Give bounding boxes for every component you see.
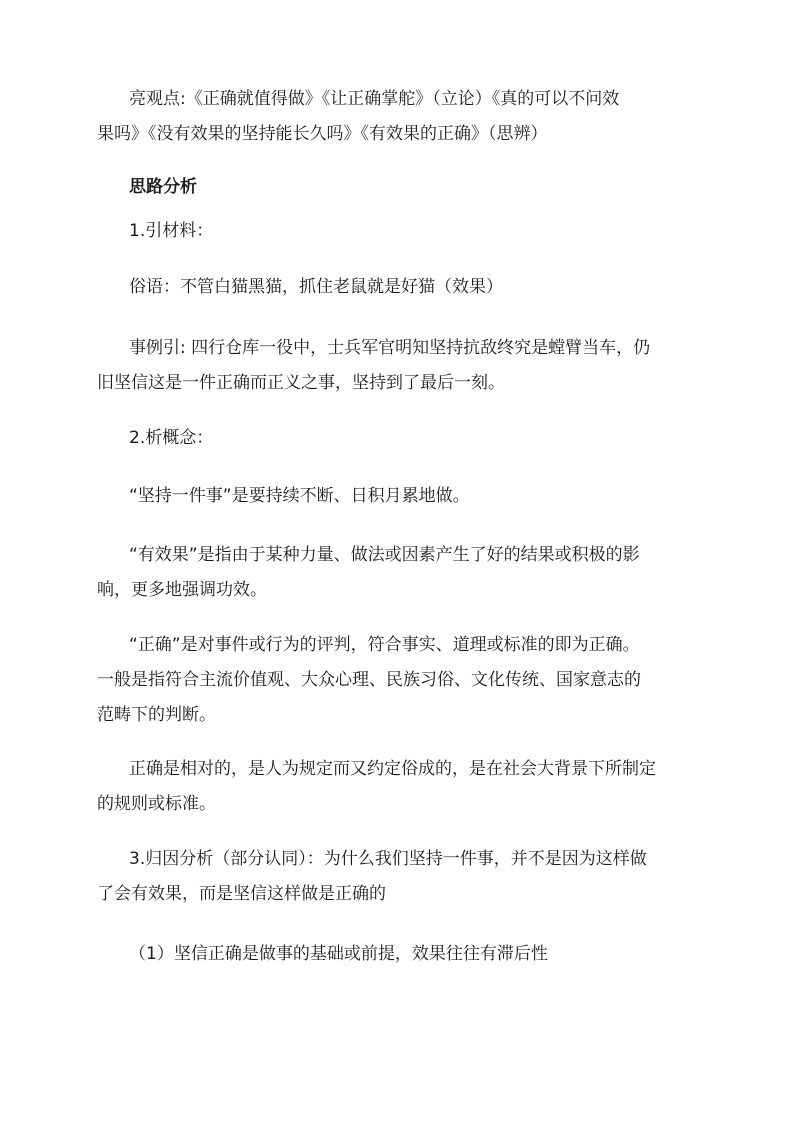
concept-relative xyxy=(97,752,697,822)
point-1: （1）坚信正确是做事的基础或前提，效果往往有滞后性 xyxy=(129,944,548,964)
concept-effect-line-2: 响，更多地强调功效。 xyxy=(97,580,267,600)
section-heading: 思路分析 xyxy=(129,177,197,197)
viewpoint-paragraph xyxy=(97,82,697,152)
section2-title: 2.析概念： xyxy=(129,428,214,448)
concept-persist: “坚持一件事”是要持续不断、日积月累地做。 xyxy=(129,486,470,506)
section3-line-1: 3.归因分析（部分认同）：为什么我们坚持一件事，并不是因为这样做 xyxy=(129,849,647,869)
concept-correct xyxy=(97,628,697,733)
concept-relative-line-1: 正确是相对的，是人为规定而又约定俗成的，是在社会大背景下所制定 xyxy=(129,759,656,779)
example-line-1: 事例引: 四行仓库一役中，士兵军官明知坚持抗敌终究是螳臂当车，仍 xyxy=(129,338,651,358)
section1-title: 1.引材料： xyxy=(129,221,214,241)
concept-correct-line-2: 一般是指符合主流价值观、大众心理、民族习俗、文化传统、国家意志的 xyxy=(97,670,641,690)
concept-correct-line-1: “正确”是对事件或行为的评判，符合事实、道理或标准的即为正确。 xyxy=(129,635,640,655)
viewpoint-line-1: 亮观点:《正确就值得做》《让正确掌舵》（立论）《真的可以不问效 xyxy=(129,89,620,109)
concept-effect-line-1: “有效果”是指由于某种力量、做法或因素产生了好的结果或积极的影 xyxy=(129,545,640,565)
concept-relative-line-2: 的规则或标准。 xyxy=(97,794,216,814)
example-line-2: 旧坚信这是一件正确而正义之事，坚持到了最后一刻。 xyxy=(97,373,505,393)
section3-paragraph xyxy=(97,842,697,912)
concept-correct-line-3: 范畴下的判断。 xyxy=(97,705,216,725)
concept-effect xyxy=(97,538,697,608)
viewpoint-line-2: 果吗》《没有效果的坚持能长久吗》《有效果的正确》（思辨） xyxy=(97,124,548,144)
proverb-paragraph: 俗语：不管白猫黑猫，抓住老鼠就是好猫（效果） xyxy=(129,277,503,297)
example-paragraph xyxy=(97,331,697,401)
section3-line-2: 了会有效果，而是坚信这样做是正确的 xyxy=(97,884,386,904)
